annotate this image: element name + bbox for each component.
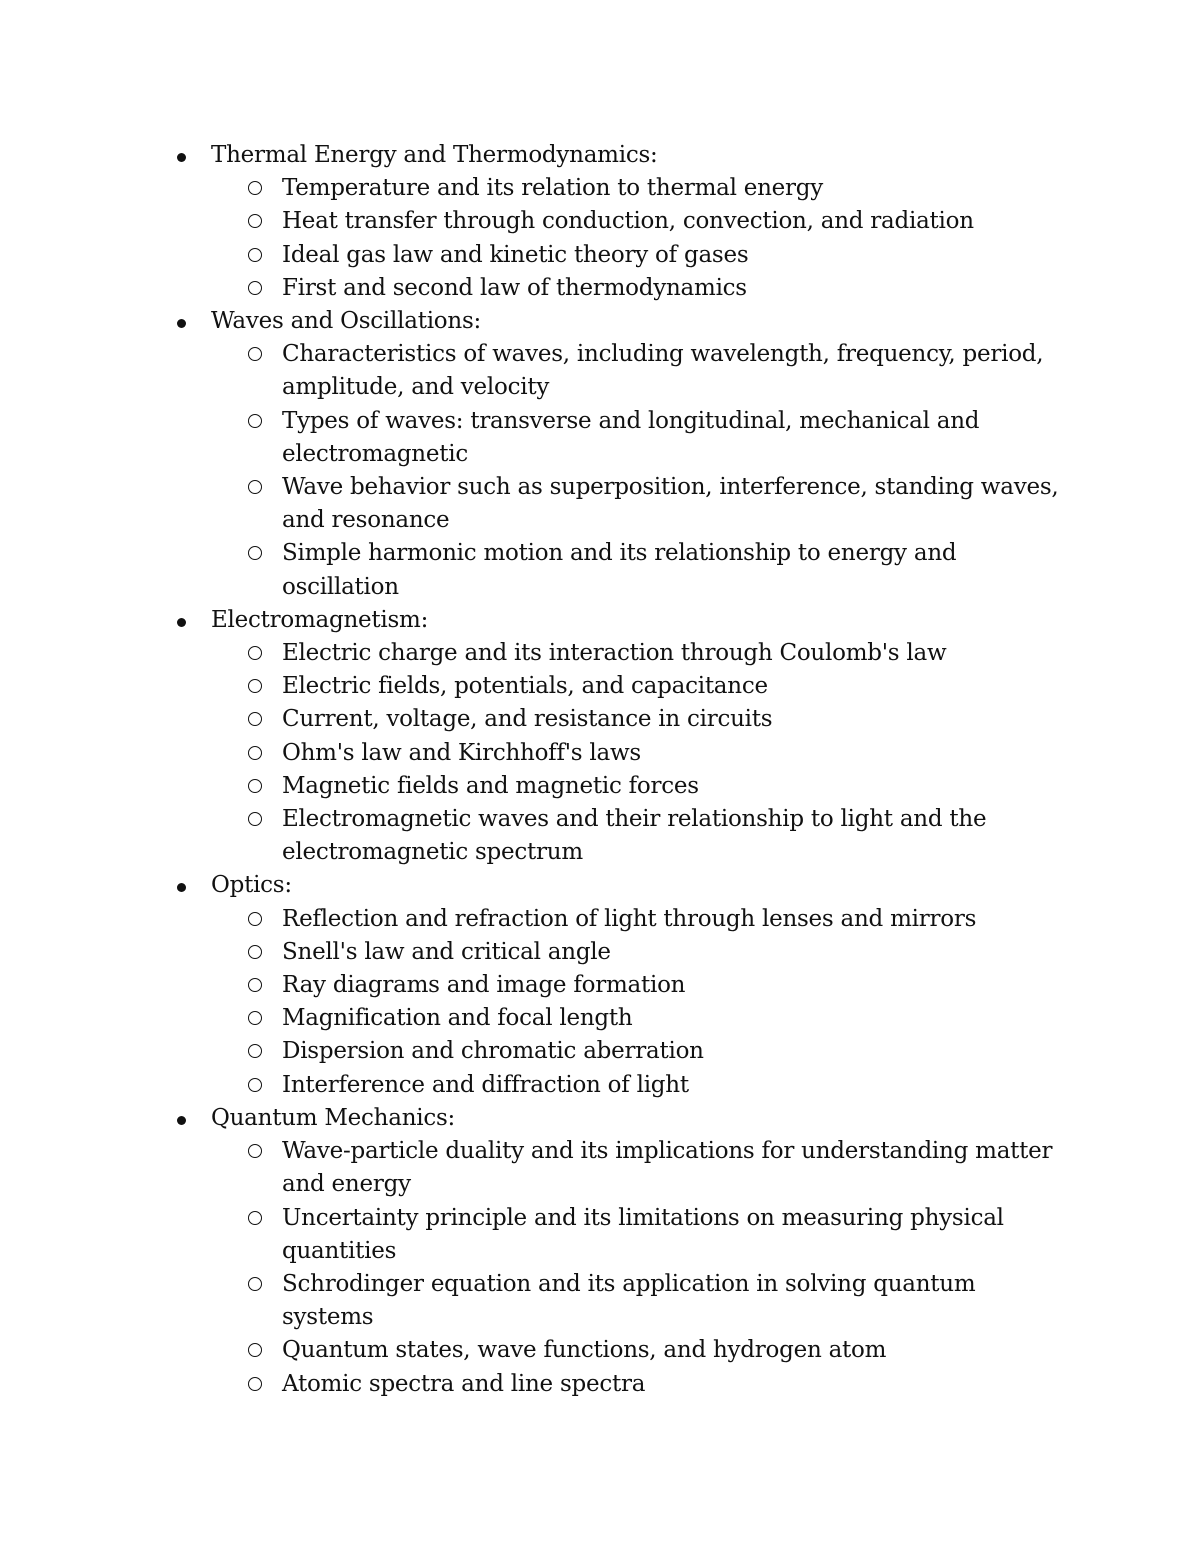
subtopic-text: Schrodinger equation and its application in solving quantum systems bbox=[282, 1270, 976, 1331]
subtopic-text: Heat transfer through conduction, convection, and radiation bbox=[282, 208, 974, 235]
subtopic-text: Uncertainty principle and its limitations on measuring physical quantities bbox=[282, 1204, 1004, 1264]
subtopic-text: Electromagnetic waves and their relationship to light and the electromagnetic spectrum bbox=[282, 806, 987, 866]
hollow-bullet-icon bbox=[248, 779, 262, 793]
subtopic-item bbox=[0, 969, 1072, 1002]
filled-bullet-icon bbox=[177, 883, 186, 892]
subtopic-text: Temperature and its relation to thermal energy bbox=[282, 175, 824, 202]
filled-bullet-icon bbox=[177, 153, 186, 162]
subtopic-item bbox=[0, 1002, 1072, 1035]
subtopic-text: Wave behavior such as superposition, interference, standing waves, and resonance bbox=[282, 474, 1059, 534]
subtopic-item bbox=[0, 1135, 1072, 1201]
hollow-bullet-icon bbox=[248, 281, 262, 295]
subtopic-text: Magnetic fields and magnetic forces bbox=[282, 772, 699, 799]
subtopic-list bbox=[0, 637, 1200, 869]
hollow-bullet-icon bbox=[248, 1211, 262, 1225]
subtopic-text: Electric charge and its interaction through Coulomb's law bbox=[282, 640, 947, 667]
subtopic-list bbox=[0, 1135, 1200, 1401]
subtopic-item bbox=[0, 737, 1072, 770]
subtopic-text: Electric fields, potentials, and capacitance bbox=[282, 673, 768, 700]
topic-item bbox=[0, 1102, 1200, 1401]
hollow-bullet-icon bbox=[248, 546, 262, 560]
subtopic-text: Ohm's law and Kirchhoff's laws bbox=[282, 739, 641, 766]
filled-bullet-icon bbox=[177, 618, 186, 627]
hollow-bullet-icon bbox=[248, 1044, 262, 1058]
hollow-bullet-icon bbox=[248, 978, 262, 992]
subtopic-item bbox=[0, 172, 1072, 205]
subtopic-item bbox=[0, 471, 1072, 537]
topic-title: Thermal Energy and Thermodynamics: bbox=[211, 142, 658, 168]
subtopic-list bbox=[0, 903, 1200, 1102]
topic-title: Electromagnetism: bbox=[211, 606, 429, 633]
subtopic-item bbox=[0, 537, 1072, 603]
filled-bullet-icon bbox=[177, 1116, 186, 1125]
hollow-bullet-icon bbox=[248, 712, 262, 726]
subtopic-text: Types of waves: transverse and longitudinal, mechanical and electromagnetic bbox=[282, 407, 980, 467]
hollow-bullet-icon bbox=[248, 1011, 262, 1025]
subtopic-text: Atomic spectra and line spectra bbox=[282, 1370, 646, 1397]
hollow-bullet-icon bbox=[248, 480, 262, 494]
topic-item bbox=[0, 139, 1200, 305]
topic-item bbox=[0, 604, 1200, 870]
subtopic-text: Quantum states, wave functions, and hydrogen atom bbox=[282, 1337, 887, 1364]
hollow-bullet-icon bbox=[248, 248, 262, 262]
subtopic-item bbox=[0, 1035, 1072, 1068]
subtopic-item bbox=[0, 1069, 1072, 1102]
subtopic-item bbox=[0, 637, 1072, 670]
subtopic-item bbox=[0, 1368, 1072, 1401]
hollow-bullet-icon bbox=[248, 1343, 262, 1357]
subtopic-item bbox=[0, 670, 1072, 703]
subtopic-text: Dispersion and chromatic aberration bbox=[282, 1038, 704, 1065]
topic-item bbox=[0, 305, 1200, 604]
subtopic-list bbox=[0, 338, 1200, 604]
hollow-bullet-icon bbox=[248, 912, 262, 926]
hollow-bullet-icon bbox=[248, 945, 262, 959]
subtopic-item bbox=[0, 803, 1072, 869]
subtopic-item bbox=[0, 405, 1072, 471]
subtopic-item bbox=[0, 1334, 1072, 1367]
hollow-bullet-icon bbox=[248, 679, 262, 693]
subtopic-item bbox=[0, 1202, 1072, 1268]
topic-title: Waves and Oscillations: bbox=[211, 308, 482, 335]
hollow-bullet-icon bbox=[248, 1144, 262, 1158]
subtopic-item bbox=[0, 903, 1072, 936]
filled-bullet-icon bbox=[177, 319, 186, 328]
subtopic-item bbox=[0, 272, 1072, 305]
hollow-bullet-icon bbox=[248, 1377, 262, 1391]
hollow-bullet-icon bbox=[248, 746, 262, 760]
subtopic-item bbox=[0, 239, 1072, 272]
hollow-bullet-icon bbox=[248, 414, 262, 428]
hollow-bullet-icon bbox=[248, 181, 262, 195]
subtopic-text: Ideal gas law and kinetic theory of gases bbox=[282, 241, 749, 268]
hollow-bullet-icon bbox=[248, 812, 262, 826]
subtopic-item bbox=[0, 1268, 1072, 1334]
subtopic-text: Interference and diffraction of light bbox=[282, 1071, 689, 1098]
subtopic-item bbox=[0, 703, 1072, 736]
hollow-bullet-icon bbox=[248, 214, 262, 228]
subtopic-text: Wave-particle duality and its implications for understanding matter and energy bbox=[282, 1138, 1053, 1198]
subtopic-list bbox=[0, 172, 1200, 305]
subtopic-text: Snell's law and critical angle bbox=[282, 938, 611, 965]
hollow-bullet-icon bbox=[248, 1277, 262, 1291]
hollow-bullet-icon bbox=[248, 347, 262, 361]
topic-title: Optics: bbox=[211, 872, 292, 899]
subtopic-item bbox=[0, 205, 1072, 238]
subtopic-item bbox=[0, 338, 1072, 404]
document-page bbox=[0, 139, 1200, 1401]
subtopic-text: First and second law of thermodynamics bbox=[282, 274, 747, 301]
topic-list bbox=[0, 139, 1200, 1401]
subtopic-text: Current, voltage, and resistance in circuits bbox=[282, 706, 773, 733]
subtopic-text: Characteristics of waves, including wavelength, frequency, period, amplitude, and velocity bbox=[282, 341, 1044, 401]
subtopic-text: Reflection and refraction of light through lenses and mirrors bbox=[282, 905, 977, 932]
subtopic-text: Ray diagrams and image formation bbox=[282, 972, 686, 999]
subtopic-item bbox=[0, 936, 1072, 969]
topic-title: Quantum Mechanics: bbox=[211, 1104, 456, 1131]
subtopic-text: Simple harmonic motion and its relationship to energy and oscillation bbox=[282, 540, 957, 600]
subtopic-text: Magnification and focal length bbox=[282, 1005, 633, 1032]
topic-item bbox=[0, 869, 1200, 1101]
subtopic-item bbox=[0, 770, 1072, 803]
hollow-bullet-icon bbox=[248, 646, 262, 660]
hollow-bullet-icon bbox=[248, 1078, 262, 1092]
